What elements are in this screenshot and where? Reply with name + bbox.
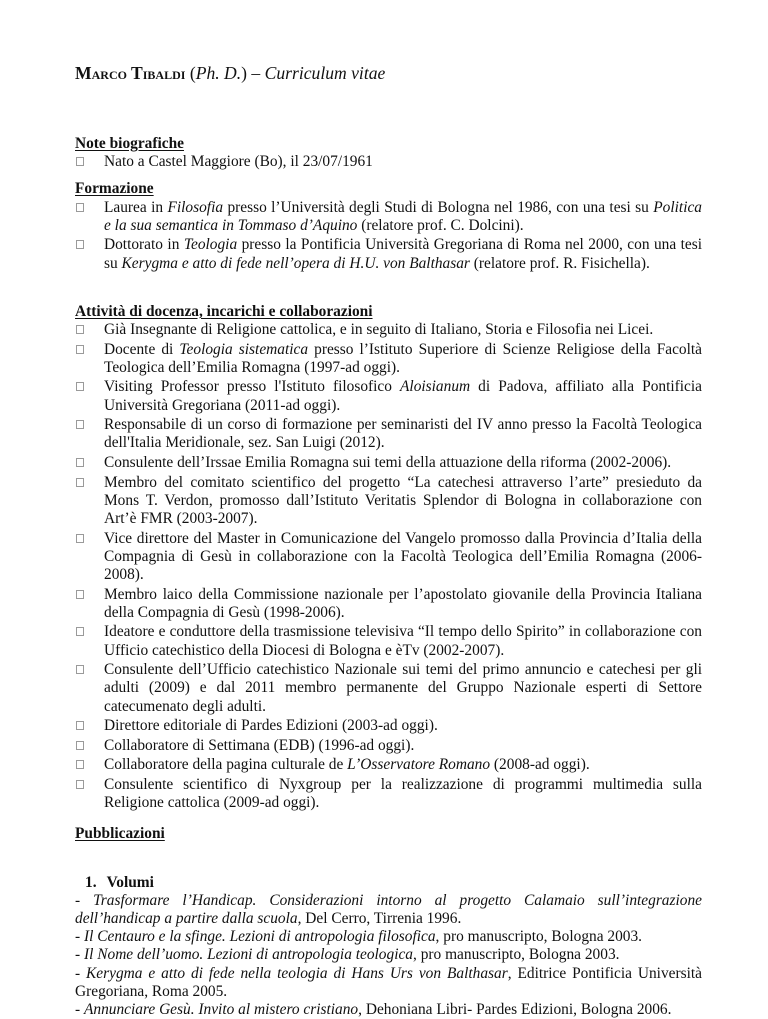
publication-entry xyxy=(75,928,702,946)
text-run: , pro manuscripto, Bologna 2003. xyxy=(413,946,620,964)
list-item xyxy=(75,199,702,235)
text-run: Dottorato in xyxy=(104,236,184,254)
text-run: presso l’Università degli Studi di Bologna nel 1986, con una tesi su xyxy=(223,198,654,216)
text-run: Docente di xyxy=(104,340,180,358)
text-run: presso l’Istituto Superiore di Scienze Religiose della Facoltà Teologica dell’Emilia Romagna (1997-ad oggi). xyxy=(104,340,702,376)
list-bio xyxy=(75,153,702,171)
text-run: , Dehoniana Libri- Pardes Edizioni, Bologna 2006. xyxy=(358,1001,672,1018)
italic-text: Il Centauro e la sfinge. Lezioni di antropologia filosofica xyxy=(83,928,436,946)
italic-text: Annunciare Gesù. Invito al mistero cristiano xyxy=(83,1001,359,1018)
publications-list xyxy=(75,892,702,1019)
text-run: Collaboratore della pagina culturale de xyxy=(104,756,348,774)
publication-entry xyxy=(75,965,702,1001)
publication-entry xyxy=(75,892,702,928)
author-degree: Ph. D. xyxy=(195,63,242,83)
cv-document xyxy=(75,0,702,1019)
list-item xyxy=(75,474,702,529)
bullet-box-icon xyxy=(76,458,84,467)
text-run: presso la Pontificia Università Gregoriana di Roma nel 2000, con una tesi su xyxy=(104,236,702,272)
text-run: - xyxy=(75,928,84,946)
list-item xyxy=(75,530,702,585)
bullet-box-icon xyxy=(76,590,84,599)
subsection-number: 1. xyxy=(85,873,97,891)
text-run: - xyxy=(75,964,87,982)
heading-pubblicazioni: Pubblicazioni xyxy=(75,825,165,843)
author-name: Marco Tibaldi xyxy=(75,63,186,83)
list-item xyxy=(75,661,702,716)
bullet-box-icon xyxy=(76,203,84,212)
text-run: (relatore prof. C. Dolcini). xyxy=(357,216,524,234)
list-item xyxy=(75,756,702,774)
text-run: Consulente scientifico di Nyxgroup per la realizzazione di programmi multimedia sulla Religione cattolica (2009-ad oggi). xyxy=(104,775,702,812)
text-run: - xyxy=(75,946,84,964)
list-attivita xyxy=(75,321,702,812)
text-run: , pro manuscripto, Bologna 2003. xyxy=(435,928,643,946)
title-open-paren: ( xyxy=(189,63,196,83)
list-item xyxy=(75,378,702,414)
text-run: Vice direttore del Master in Comunicazione del Vangelo promosso dalla Provincia d’Italia della Compagnia di Gesù in collaborazione con la Facoltà Teologica dell’Emilia Romagna (2006-2008). xyxy=(104,529,702,583)
publication-entry xyxy=(75,946,702,964)
italic-text: L’Osservatore Romano xyxy=(347,756,491,774)
text-run: (relatore prof. R. Fisichella). xyxy=(469,254,650,272)
bullet-box-icon xyxy=(76,382,84,391)
heading-formazione: Formazione xyxy=(75,180,154,198)
italic-text: Aloisianum xyxy=(400,378,471,396)
text-run: - xyxy=(75,1001,84,1018)
text-run: Collaboratore di Settimana (EDB) (1996-ad oggi). xyxy=(104,736,415,754)
bullet-box-icon xyxy=(76,240,84,249)
bullet-box-icon xyxy=(76,665,84,674)
bullet-box-icon xyxy=(76,780,84,789)
text-run: , Del Cerro, Tirrenia 1996. xyxy=(297,909,462,927)
list-item xyxy=(75,737,702,755)
bullet-box-icon xyxy=(76,420,84,429)
italic-text: Teologia xyxy=(183,236,238,254)
bullet-box-icon xyxy=(76,627,84,636)
list-item xyxy=(75,586,702,622)
list-item xyxy=(75,341,702,377)
text-run: di Padova, affiliato alla Pontificia Università Gregoriana (2011-ad oggi). xyxy=(104,378,702,414)
italic-text: Politica e la sua semantica in Tommaso d’Aquino xyxy=(104,198,702,234)
italic-text: Il Nome dell’uomo. Lezioni di antropologia teologica xyxy=(83,946,414,964)
italic-text: Filosofia xyxy=(167,198,224,216)
bullet-box-icon xyxy=(76,721,84,730)
text-run: , Editrice Pontificia Università Gregoriana, Roma 2005. xyxy=(75,964,702,1000)
bullet-box-icon xyxy=(76,157,84,166)
text-run: Membro del comitato scientifico del progetto “La catechesi attraverso l’arte” presieduto da Mons T. Verdon, promosso dall’Istituto Veritatis Splendor di Bologna in collaborazione con Art’è FMR (2003-2007). xyxy=(104,473,702,527)
list-formazione xyxy=(75,199,702,273)
list-item xyxy=(75,623,702,659)
text-run: Consulente dell’Ufficio catechistico Nazionale sui temi del primo annuncio e catechesi per gli adulti (2009) e dal 2011 membro permanente del Gruppo Nazionale esperti di Settore catecumenato degli adulti. xyxy=(104,661,702,715)
heading-attivita: Attività di docenza, incarichi e collaborazioni xyxy=(75,302,373,320)
bullet-box-icon xyxy=(76,325,84,334)
text-run: (2008-ad oggi). xyxy=(490,756,590,774)
italic-text: Kerygma e atto di fede nell’opera di H.U. von Balthasar xyxy=(121,254,470,272)
bullet-box-icon xyxy=(76,345,84,354)
publication-entry xyxy=(75,1001,702,1019)
italic-text: Trasformare l’Handicap. Considerazioni intorno al progetto Calamaio sull’integrazione dell’handicap a partire dalla scuola xyxy=(75,891,702,927)
text-run: Membro laico della Commissione nazionale per l’apostolato giovanile della Provincia Italiana della Compagnia di Gesù (1998-2006). xyxy=(104,585,702,621)
list-item xyxy=(75,717,702,735)
list-item xyxy=(75,416,702,452)
list-item xyxy=(75,153,702,171)
text-run: Consulente dell’Irssae Emilia Romagna sui temi della attuazione della riforma (2002-2006). xyxy=(104,454,672,471)
title-close-paren: ) xyxy=(241,63,248,83)
heading-note-biografiche: Note biografiche xyxy=(75,135,184,152)
subsection-volumi xyxy=(85,874,702,892)
list-item xyxy=(75,776,702,812)
bullet-box-icon xyxy=(76,741,84,750)
list-item xyxy=(75,236,702,272)
document-subtitle: Curriculum vitae xyxy=(264,63,386,83)
subsection-label: Volumi xyxy=(106,873,154,891)
text-run: Ideatore e conduttore della trasmissione televisiva “Il tempo dello Spirito” in collaborazione con Ufficio catechistico della Diocesi di Bologna e èTv (2002-2007). xyxy=(104,623,702,659)
list-item xyxy=(75,321,702,339)
list-item xyxy=(75,454,702,472)
text-run: Responsabile di un corso di formazione per seminaristi del IV anno presso la Facoltà Teologica dell'Italia Meridionale, sez. San Luigi (2012). xyxy=(104,416,702,452)
text-run: Nato a Castel Maggiore (Bo), il 23/07/1961 xyxy=(104,153,373,171)
bullet-box-icon xyxy=(76,760,84,769)
text-run: Visiting Professor presso l'Istituto filosofico xyxy=(104,378,401,396)
bullet-box-icon xyxy=(76,478,84,487)
text-run: Direttore editoriale di Pardes Edizioni (2003-ad oggi). xyxy=(104,717,438,735)
italic-text: Kerygma e atto di fede nella teologia di Hans Urs von Balthasar xyxy=(86,964,508,982)
text-run: Laurea in xyxy=(104,198,168,216)
text-run: Già Insegnante di Religione cattolica, e in seguito di Italiano, Storia e Filosofia nei Licei. xyxy=(104,321,654,339)
bullet-box-icon xyxy=(76,534,84,543)
italic-text: Teologia sistematica xyxy=(179,340,309,358)
title-separator: – xyxy=(247,63,265,83)
text-run: - xyxy=(75,891,94,909)
document-title xyxy=(75,62,702,84)
